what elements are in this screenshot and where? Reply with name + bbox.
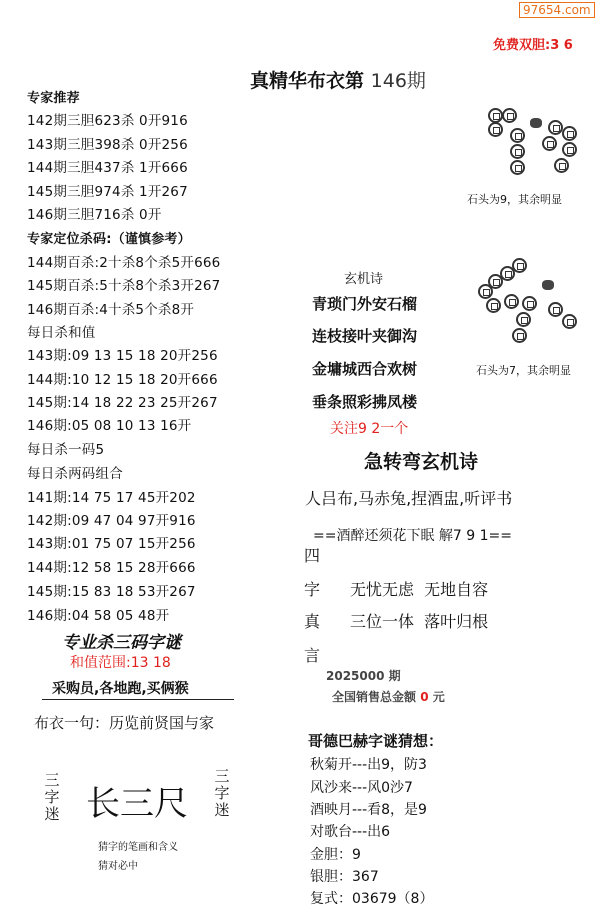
coin-icon: [548, 302, 563, 317]
coin-icon: [516, 312, 531, 327]
coin-icon: [512, 328, 527, 343]
note-guess: 猜对必中: [98, 861, 138, 872]
title-text: 真精华布衣第: [250, 70, 365, 92]
goethe-line: 银胆：367: [310, 869, 379, 885]
issue-number: 146期: [370, 70, 426, 92]
goethe-line: 酒映月---看8，是9: [310, 802, 427, 818]
kill-two-line: 141期:14 75 17 45开202: [27, 490, 196, 506]
goethe-line: 复式：03679（8）: [310, 891, 434, 907]
coin-icon: [488, 108, 503, 123]
goethe-line: 秋菊开---出9，防3: [310, 757, 427, 773]
riddle-title: 专业杀三码字谜: [62, 633, 181, 653]
sales-value: 0: [420, 690, 429, 704]
riddle-divider: [42, 699, 234, 700]
four-char-2: 字: [304, 580, 321, 599]
coin-icon: [510, 128, 525, 143]
coin-icon: [562, 314, 577, 329]
phrase-line: 三位一体 落叶归根: [350, 612, 489, 631]
coin-icon: [554, 158, 569, 173]
sum-header: 每日杀和值: [27, 325, 96, 341]
expert-line: 145期三胆974杀 1开267: [27, 184, 188, 200]
side-label-left: 三字迷: [44, 771, 60, 823]
goethe-line: 对歌台---出6: [310, 824, 391, 840]
sales-unit: 元: [432, 690, 445, 704]
kill-two-line: 144期:12 58 15 28开666: [27, 560, 196, 576]
expert-line: 144期三胆437杀 1开666: [27, 160, 188, 176]
coin-icon: [488, 122, 503, 137]
phrase-line: 无忧无虑 无地自容: [350, 580, 489, 599]
kill-two-line: 142期:09 47 04 97开916: [27, 513, 196, 529]
side-label-right: 三字迷: [214, 767, 230, 819]
four-char-4: 言: [304, 646, 321, 665]
coin-puzzle-1: [470, 104, 580, 184]
position-line: 146期百杀:4十杀5个杀8开: [27, 302, 195, 318]
coin-icon: [478, 284, 493, 299]
sales-total: [332, 688, 445, 705]
page-title: [250, 66, 426, 93]
drunk-line: ==酒醉还须花下眠 解7 9 1==: [313, 528, 512, 544]
expert-line: 143期三胆398杀 0开256: [27, 137, 188, 153]
four-char-1: 四: [304, 546, 321, 565]
expert-line: 142期三胆623杀 0开916: [27, 113, 188, 129]
sum-line: 146期:05 08 10 13 16开: [27, 418, 192, 434]
watermark: 97654.com: [519, 2, 595, 18]
riddle-line: 采购员,各地跑,买俩猴: [52, 681, 189, 697]
position-line: 144期百杀:2十杀8个杀5开666: [27, 255, 221, 271]
xuanji-line: 人吕布,马赤兔,捏酒盅,听评书: [305, 489, 513, 508]
coin-icon: [502, 108, 517, 123]
coin-icon: [486, 298, 501, 313]
four-char-3: 真: [304, 612, 321, 631]
kill-two-line: 145期:15 83 18 53开267: [27, 584, 196, 600]
goethe-title: 哥德巴赫字谜猜想：: [308, 732, 444, 750]
coin-icon: [522, 296, 537, 311]
poem-line: 金墉城西合欢树: [312, 360, 418, 378]
expert-line: 146期三胆716杀 0开: [27, 207, 162, 223]
kill-two-line: 143期:01 75 07 15开256: [27, 536, 196, 552]
sales-label: 全国销售总金额: [332, 690, 417, 704]
position-header: 专家定位杀码:（谨慎参考）: [27, 232, 191, 247]
big-word: 长三尺: [86, 784, 188, 824]
coin-icon: [542, 136, 557, 151]
kill-two-line: 146期:04 58 05 48开: [27, 608, 170, 624]
coin-icon: [504, 294, 519, 309]
coin-icon: [562, 142, 577, 157]
note-strokes: 猜字的笔画和含义: [98, 842, 178, 853]
poem-line: 连枝接叶夹御沟: [312, 327, 418, 345]
poem-line: 垂条照彩拂凤楼: [312, 393, 418, 411]
kill-two-header: 每日杀两码组合: [27, 466, 123, 482]
sales-issue: 2025000 期: [326, 669, 401, 683]
sum-range: 和值范围:13 18: [70, 655, 171, 671]
coin-icon: [510, 160, 525, 175]
stone-note-1: 石头为9，其余明显: [467, 193, 562, 206]
stone-note-2: 石头为7，其余明显: [476, 364, 571, 377]
poem-line: 青琐门外安石榴: [312, 295, 418, 313]
stone-icon: [530, 118, 542, 128]
follow-note: 关注9 2一个: [330, 421, 409, 437]
stone-icon: [542, 280, 554, 290]
poem-header: 玄机诗: [344, 272, 384, 287]
free-double-pick: 免费双胆:3 6: [493, 38, 573, 53]
xuanji-title: 急转弯玄机诗: [364, 451, 479, 473]
sum-line: 143期:09 13 15 18 20开256: [27, 348, 218, 364]
buyi-line: 布衣一句：历览前贤国与家: [34, 714, 215, 732]
goethe-line: 金胆：9: [310, 847, 361, 863]
expert-header: 专家推荐: [27, 91, 80, 106]
sum-line: 145期:14 18 22 23 25开267: [27, 395, 218, 411]
coin-icon: [548, 120, 563, 135]
goethe-line: 风沙来---风0沙7: [310, 780, 413, 796]
sum-line: 144期:10 12 15 18 20开666: [27, 372, 218, 388]
position-line: 145期百杀:5十杀8个杀3开267: [27, 278, 221, 294]
kill-one: 每日杀一码5: [27, 442, 105, 458]
coin-puzzle-2: [472, 256, 582, 346]
coin-icon: [562, 126, 577, 141]
coin-icon: [510, 144, 525, 159]
